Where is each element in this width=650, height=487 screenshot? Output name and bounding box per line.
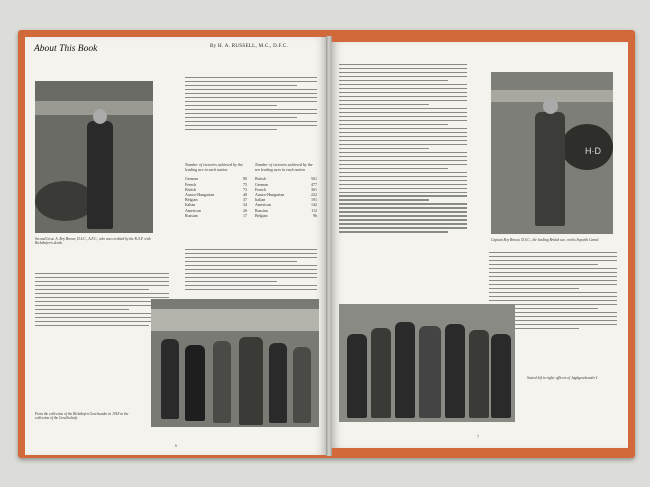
nation-cell: British [255,176,266,182]
group-photo-left [151,299,319,427]
victories-cell: 73 [243,186,247,192]
victories-table [185,162,317,218]
top-photo-caption-right: Captain Roy Brown, D.S.C., the leading British ace, on his Sopwith Camel. [491,238,600,242]
text-column-right-top [185,77,317,133]
victories-cell: 26 [243,207,247,213]
text-column-left-bottom [35,273,169,329]
nation-cell: American [255,202,271,208]
victories-cell: 37 [243,197,247,203]
victories-cell: 561 [311,176,317,182]
table-row [185,213,247,218]
group-photo-right [339,304,515,422]
nation-cell: Italian [185,202,196,208]
bottom-photo-caption-right: Seated left to right: officers of Jagdgeschwader I. [527,376,599,380]
victories-cell: 34 [243,202,247,208]
victories-cell: 477 [311,181,317,187]
nation-cell: Italian [255,197,266,203]
airman-photo [35,81,153,233]
nation-cell: Russian [255,207,268,213]
nation-cell: German [255,181,268,187]
victories-cell: 142 [311,202,317,208]
nation-cell: German [185,176,198,182]
victories-cell: 222 [311,192,317,198]
nation-cell: Belgian [185,197,198,203]
victories-cell: 17 [243,212,247,218]
text-column-right-bottom [185,249,317,293]
victories-cell: 75 [243,181,247,187]
victories-cell: 96 [313,212,317,218]
right-page [331,42,628,448]
page-number-left: 6 [175,443,177,448]
nation-cell: French [185,181,197,187]
victories-cell: 191 [311,197,317,203]
victories-cell: 361 [311,186,317,192]
table-row [255,213,317,218]
table-col2-header: Number of victories achieved by the ten leading aces in each nation [255,162,313,173]
nation-cell: Russian [185,212,198,218]
nation-cell: Austro-Hungarian [255,192,285,198]
nation-cell: French [255,186,267,192]
nation-cell: American [185,207,201,213]
table-col1-header: Number of victories achieved by the leading ace in each nation [185,162,243,173]
pilot-photo: H·D [491,72,613,234]
section-title: About This Book [34,44,98,54]
bottom-photo-caption-left: From the collection of the Richthofen Geschwader in 1918 in the collection of the Gesellschaft. [35,412,129,421]
victories-cell: 40 [243,192,247,198]
page-number-right: 7 [477,434,479,439]
nation-cell: British [185,186,196,192]
victories-cell: 112 [311,207,317,213]
text-column-1 [339,64,467,235]
left-page [25,37,327,455]
victories-cell: 80 [243,176,247,182]
byline: By H. A. RUSSELL, M.C., D.F.C. [210,44,289,49]
top-photo-caption: Second Lieut. A. Roy Brown, D.S.C., A.F.C., who was credited by the R.A.F. with Richthofen's death. [35,237,151,246]
nation-cell: Belgian [255,212,268,218]
nation-cell: Austro-Hungarian [185,192,215,198]
